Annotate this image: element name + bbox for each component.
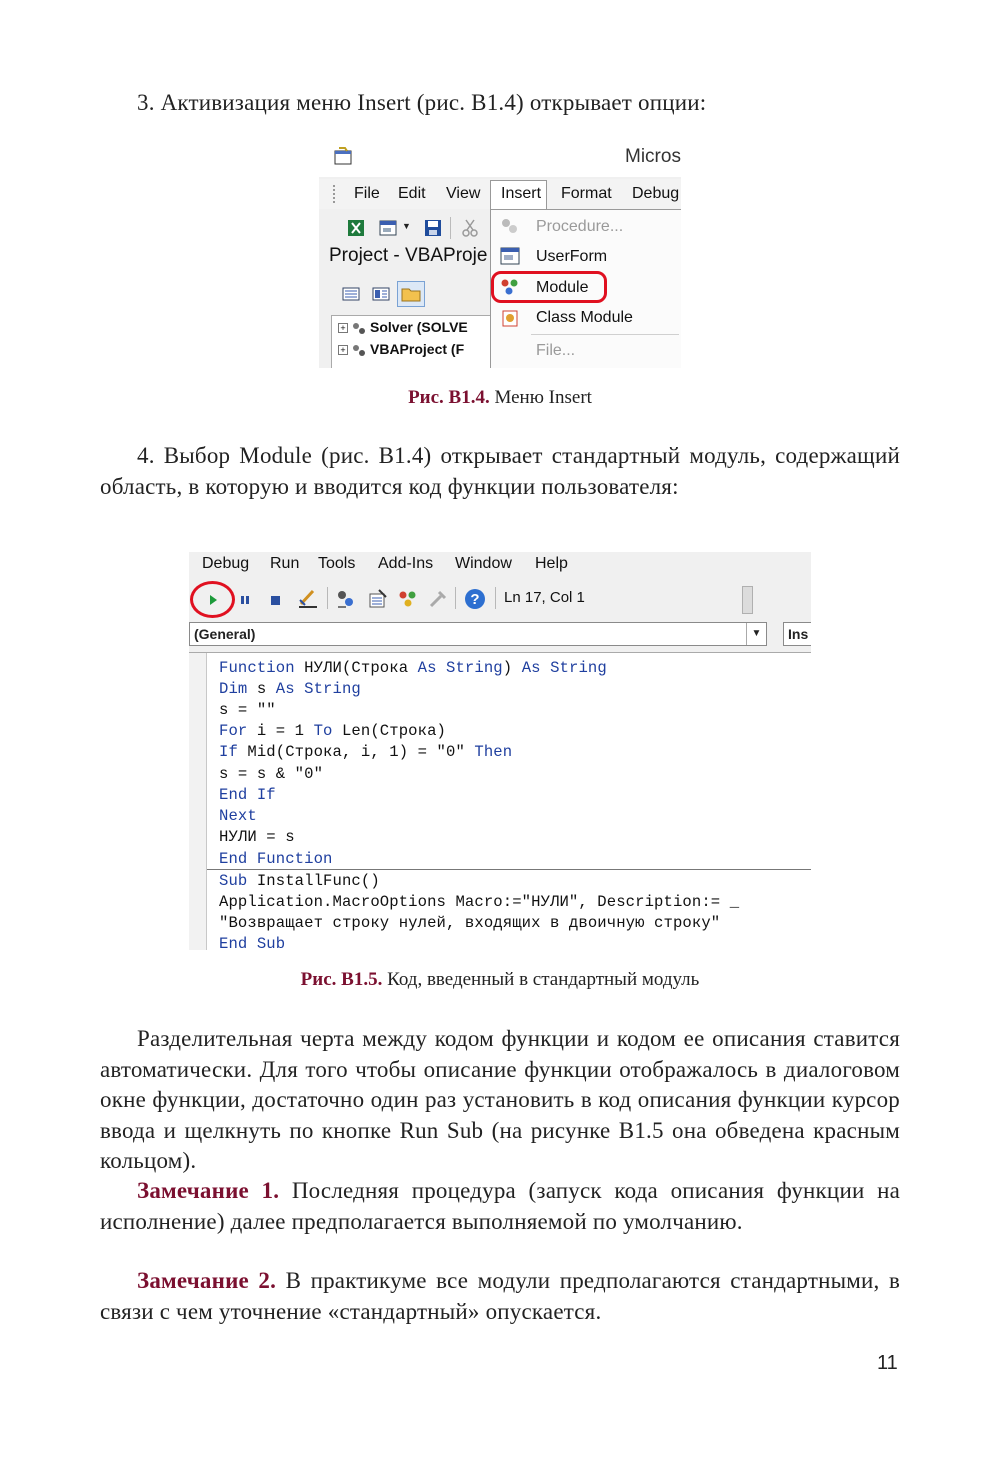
- window-title: Micros: [625, 146, 681, 167]
- code-editor[interactable]: [189, 652, 811, 950]
- expand-icon[interactable]: +: [338, 323, 348, 333]
- code-line: End Function: [219, 850, 333, 868]
- vbaproject-icon: [352, 322, 366, 335]
- step-3-text: 3. Активизация меню Insert (рис. В1.4) открывает опции:: [137, 90, 707, 115]
- window-titlebar: [319, 137, 681, 177]
- chevron-down-icon[interactable]: ▼: [746, 623, 766, 645]
- properties-window-icon[interactable]: [367, 588, 389, 610]
- code-line: s = "": [219, 701, 276, 719]
- help-icon[interactable]: [463, 587, 487, 611]
- toolbar-separator: [495, 587, 496, 609]
- project-explorer-icon[interactable]: [335, 588, 357, 610]
- menu-item-procedure[interactable]: Procedure...: [536, 218, 624, 235]
- insert-userform-icon[interactable]: [379, 219, 397, 237]
- object-browser-icon[interactable]: [397, 588, 419, 610]
- reset-icon[interactable]: [266, 591, 284, 609]
- tree-item-vbaproject[interactable]: + VBAProject (F: [338, 341, 464, 357]
- code-line: If Mid(Строка, i, 1) = "0" Then: [219, 743, 513, 761]
- procedure-combo[interactable]: [783, 622, 811, 646]
- menu-insert[interactable]: Insert: [501, 185, 542, 202]
- standard-toolbar: [189, 582, 811, 618]
- menu-debug[interactable]: Debug: [632, 185, 680, 202]
- procedure-divider: [207, 869, 811, 870]
- note-2-text: В практикуме все модули предполагаются стандартными, в связи с чем уточнение «стандартный» опускается.: [100, 1268, 901, 1324]
- menu-item-file[interactable]: File...: [536, 342, 576, 359]
- menu-item-module[interactable]: Module: [536, 279, 589, 296]
- menubar-grip: [333, 185, 335, 203]
- cut-icon[interactable]: [461, 219, 479, 237]
- toolbar-separator: [450, 217, 451, 239]
- menu-window[interactable]: Window: [455, 555, 512, 572]
- menu-item-userform[interactable]: UserForm: [536, 248, 608, 265]
- cursor-position-readout: Ln 17, Col 1: [504, 589, 585, 606]
- project-tree: [331, 315, 496, 368]
- highlight-ring-module: [491, 271, 607, 303]
- class-module-icon: [499, 308, 521, 328]
- design-mode-icon[interactable]: [297, 588, 319, 610]
- code-line: End If: [219, 786, 276, 804]
- code-line: Function НУЛИ(Строка As String) As String: [219, 659, 607, 677]
- highlight-ring-run-sub: [190, 581, 235, 618]
- code-line: Application.MacroOptions Macro:="НУЛИ", Description:= _: [219, 893, 740, 911]
- vba-app-icon: [333, 146, 355, 166]
- menu-format[interactable]: Format: [561, 185, 612, 202]
- code-margin: [189, 653, 207, 950]
- code-line: Sub InstallFunc(): [219, 872, 380, 890]
- view-code-icon[interactable]: [342, 285, 360, 303]
- menu-file[interactable]: File: [354, 185, 380, 202]
- procedure-combo-value: Ins: [788, 626, 809, 642]
- menu-run[interactable]: Run: [270, 555, 300, 572]
- menu-item-class-module[interactable]: Class Module: [536, 309, 633, 326]
- step-4-text: 4. Выбор Module (рис. В1.4) открывает стандартный модуль, содержащий область, в которую и вводится код функции пользователя:: [100, 443, 900, 499]
- toggle-folders-button[interactable]: [397, 281, 425, 307]
- toolbar-separator: [455, 587, 456, 609]
- figure-insert-menu: [319, 137, 681, 368]
- toolbar-overflow-grip[interactable]: [742, 586, 753, 614]
- break-icon[interactable]: [236, 591, 254, 609]
- menu-view[interactable]: View: [446, 185, 481, 202]
- menu-tools[interactable]: Tools: [318, 555, 356, 572]
- menu-addins[interactable]: Add-Ins: [378, 555, 434, 572]
- menu-edit[interactable]: Edit: [398, 185, 426, 202]
- figure-1-caption-text: Меню Insert: [489, 387, 592, 408]
- figure-code-module: [189, 552, 811, 950]
- figure-2-caption-label: Рис. В1.5.: [300, 969, 383, 990]
- menu-separator: [531, 334, 679, 335]
- view-object-icon[interactable]: [372, 285, 390, 303]
- code-line: Next: [219, 807, 257, 825]
- figure-2-caption-text: Код, введенный в стандартный модуль: [382, 969, 700, 990]
- excel-icon[interactable]: [347, 219, 365, 237]
- menu-debug[interactable]: Debug: [202, 555, 250, 572]
- explanation-text: Разделительная черта между кодом функции и кодом ее описания ставится автоматически. Для того чтобы описание функции отображалось в диалоговом окне функции, достаточно один раз установить в код описания функции курсор ввода и щелкнуть по кнопке Run Sub (на рисунке В1.5 она обведена красным кольцом).: [100, 1026, 900, 1173]
- figure-1-caption: [0, 387, 1000, 409]
- note-2-label: Замечание 2.: [137, 1268, 277, 1293]
- expand-icon[interactable]: +: [338, 345, 348, 355]
- code-line: Dim s As String: [219, 680, 361, 698]
- tree-item-solver[interactable]: + Solver (SOLVE: [338, 319, 468, 335]
- toolbox-icon[interactable]: [427, 588, 449, 610]
- procedure-icon: [499, 216, 521, 236]
- toolbar-separator: [327, 587, 328, 609]
- vbaproject-icon: [352, 344, 366, 357]
- svg-text:?: ?: [470, 591, 480, 608]
- project-panel-toolbar: [334, 277, 494, 311]
- code-line: For i = 1 To Len(Строка): [219, 722, 447, 740]
- standard-toolbar: [319, 211, 494, 243]
- note-1-label: Замечание 1.: [137, 1178, 280, 1203]
- save-icon[interactable]: [424, 219, 442, 237]
- figure-1-caption-label: Рис. В1.4.: [408, 387, 490, 408]
- note-2: [100, 1266, 900, 1327]
- code-line: "Возвращает строку нулей, входящих в двоичную строку": [219, 914, 721, 932]
- code-line: End Sub: [219, 935, 286, 950]
- code-line: НУЛИ = s: [219, 828, 295, 846]
- object-combo[interactable]: [189, 622, 767, 646]
- menu-help[interactable]: Help: [535, 555, 568, 572]
- note-1: [100, 1176, 900, 1237]
- object-combo-value: (General): [194, 626, 256, 642]
- figure-2-caption: [0, 969, 1000, 991]
- dropdown-arrow-icon[interactable]: ▼: [402, 221, 411, 231]
- project-panel-header: Project - VBAProje: [329, 245, 488, 266]
- userform-icon: [499, 246, 521, 266]
- page-number: 11: [877, 1352, 898, 1374]
- code-line: s = s & "0": [219, 765, 324, 783]
- note-1-text: Последняя процедура (запуск кода описания функции на исполнение) далее предполагается выполняемой по умолчанию.: [100, 1178, 900, 1234]
